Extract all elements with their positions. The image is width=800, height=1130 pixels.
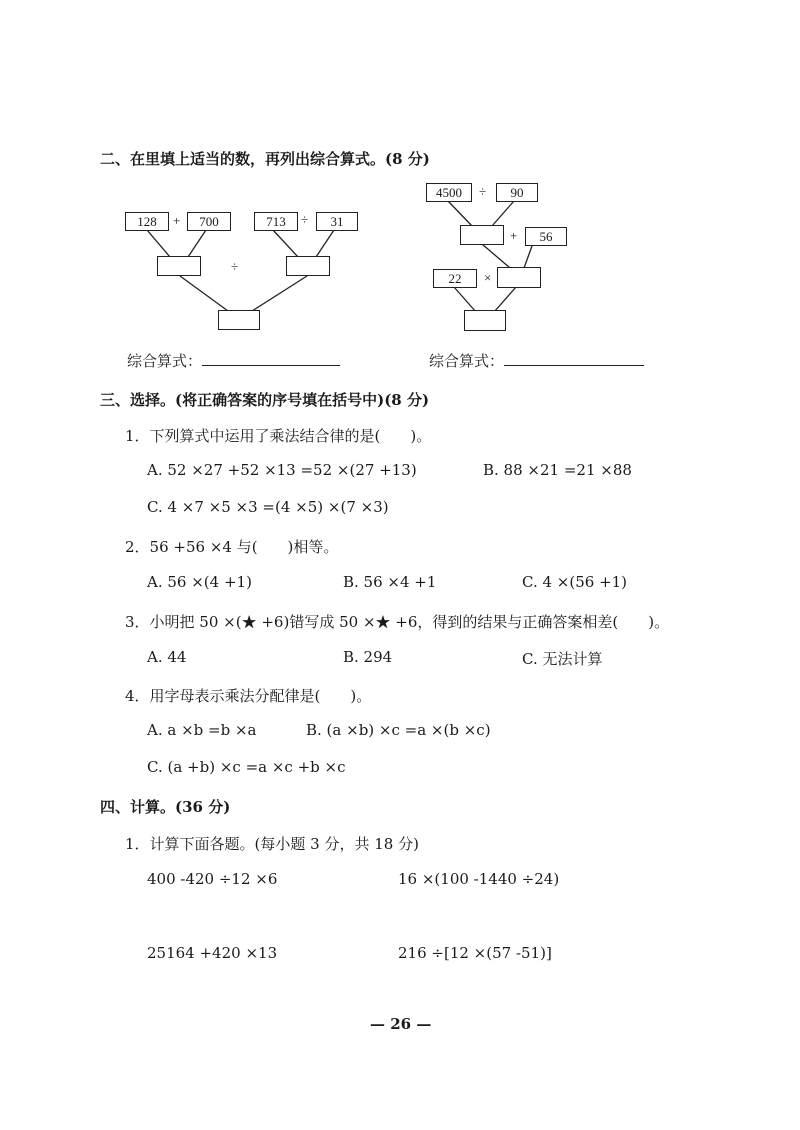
q2-option-b[interactable]: B. 56 ×4 +1 [343,573,437,591]
section-4-sub1: 1．计算下面各题。(每小题 3 分，共 18 分) [125,835,419,853]
tree1-box-c: 713 [254,212,298,231]
tree2-blank-1[interactable] [460,225,504,245]
section-2-heading: 二、在里填上适当的数，再列出综合算式。(8 分) [100,150,430,168]
formula-answer-line-2[interactable] [504,351,644,366]
q4-option-a[interactable]: A. a ×b =b ×a [147,721,257,739]
tree2-box-c: 56 [525,227,567,246]
tree1-box-b: 700 [187,212,231,231]
formula-label-2: 综合算式： [429,352,505,370]
q3-option-a[interactable]: A. 44 [147,648,187,666]
tree2-box-b: 90 [496,183,538,202]
tree1-op1: + [173,213,181,228]
tree2-box-d: 22 [433,269,477,288]
q2-option-a[interactable]: A. 56 ×(4 +1) [147,573,252,591]
q4-stem: 4．用字母表示乘法分配律是( )。 [125,687,372,705]
q4-option-b[interactable]: B. (a ×b) ×c =a ×(b ×c) [306,721,491,739]
calc-expression: 16 ×(100 -1440 ÷24) [398,870,560,888]
formula-answer-line-1[interactable] [202,351,340,366]
tree1-box-d: 31 [316,212,358,231]
calc-expression: 216 ÷[12 ×(57 -51)] [398,944,552,962]
q4-option-c[interactable]: C. (a +b) ×c =a ×c +b ×c [147,758,346,776]
tree1-op2: ÷ [301,212,309,227]
q2-option-c[interactable]: C. 4 ×(56 +1) [522,573,628,591]
q3-option-c[interactable]: C. 无法计算 [522,650,603,668]
calc-expression: 400 -420 ÷12 ×6 [147,870,278,888]
formula-label-1: 综合算式： [127,352,203,370]
q1-option-c[interactable]: C. 4 ×7 ×5 ×3 =(4 ×5) ×(7 ×3) [147,498,389,516]
tree2-blank-result[interactable] [464,310,506,331]
tree2-blank-2[interactable] [497,267,541,288]
section-4-heading: 四、计算。(36 分) [100,798,231,816]
page-number: — 26 — [370,1015,432,1033]
q3-stem: 3．小明把 50 ×(★ +6)错写成 50 ×★ +6，得到的结果与正确答案相差( )。 [125,613,670,631]
q3-option-b[interactable]: B. 294 [343,648,393,666]
tree1-mid-op: ÷ [231,259,239,274]
q1-stem: 1．下列算式中运用了乘法结合律的是( )。 [125,427,432,445]
tree1-box-a: 128 [125,212,169,231]
formula-row-1 [127,350,340,371]
calc-expression: 25164 +420 ×13 [147,944,278,962]
formula-row-2 [429,350,644,371]
tree1-blank-left[interactable] [157,256,201,276]
tree2-op1: ÷ [479,184,487,199]
tree2-op3: × [484,270,492,285]
section-3-heading: 三、选择。(将正确答案的序号填在括号中)(8 分) [100,391,430,409]
q1-option-b[interactable]: B. 88 ×21 =21 ×88 [483,461,632,479]
q1-option-a[interactable]: A. 52 ×27 +52 ×13 =52 ×(27 +13) [147,461,417,479]
tree1-blank-right[interactable] [286,256,330,276]
tree-connector-lines [0,0,800,360]
q2-stem: 2．56 +56 ×4 与( )相等。 [125,538,339,556]
tree1-blank-result[interactable] [218,310,260,330]
tree2-op2: + [510,228,518,243]
tree2-box-a: 4500 [426,183,472,202]
